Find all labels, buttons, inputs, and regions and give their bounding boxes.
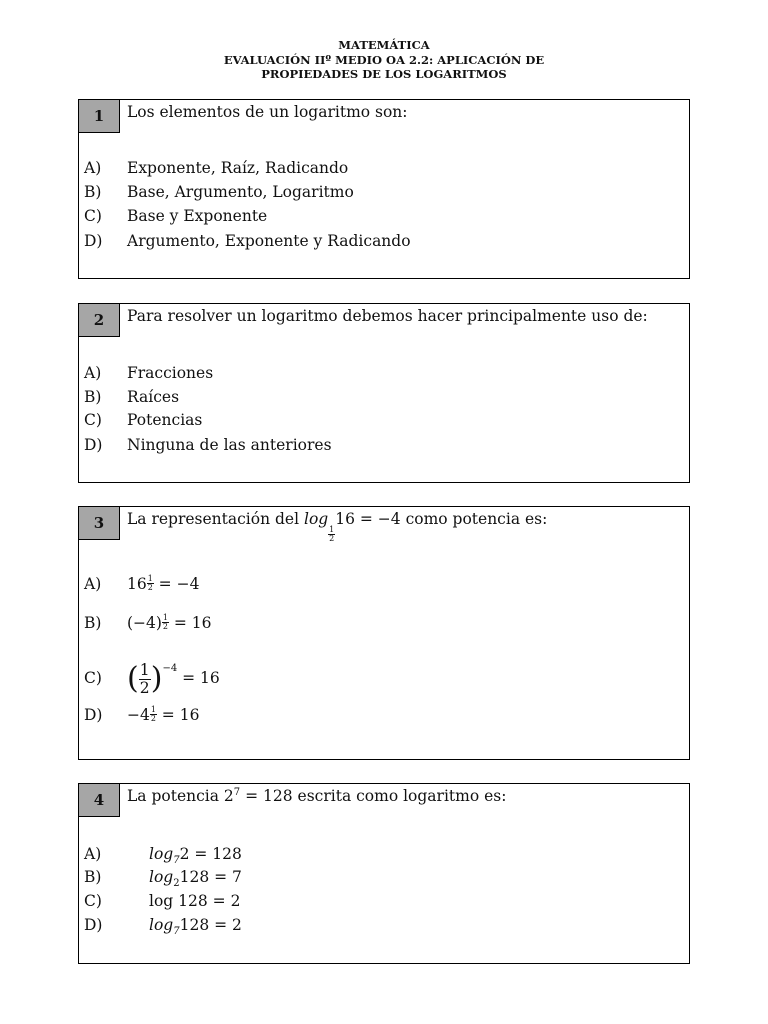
option-b[interactable]: B) (−4) $\frac{1}{2}$ = 16 (84, 613, 212, 632)
option-d[interactable]: D) $\log_7128 = 2$ (84, 916, 242, 938)
page-header (0, 38, 768, 82)
question-2 (78, 303, 690, 483)
option-a[interactable]: A) 16 $\frac{1}{2}$ = −4 (84, 574, 200, 593)
option-d[interactable]: D) Ninguna de las anteriores (84, 436, 332, 454)
option-d[interactable]: D) −4 $\frac{1}{2}$ = 16 (84, 705, 200, 724)
option-b[interactable]: B) $\log_2128 = 7$ (84, 868, 242, 890)
option-a[interactable]: A) Exponente, Raíz, Radicando (84, 159, 349, 177)
log-symbol: log (304, 510, 329, 528)
question-3 (78, 506, 690, 760)
option-c[interactable]: C) ( $\frac{1}{2}$ )−4 = 16 (84, 660, 220, 697)
option-c[interactable]: C) Potencias (84, 411, 203, 429)
option-c[interactable]: C) Base y Exponente (84, 207, 268, 225)
option-c[interactable]: C) log 128 = 2 (84, 892, 241, 910)
question-1 (78, 99, 690, 279)
question-4 (78, 783, 690, 964)
exam-title-line1: EVALUACIÓN IIº MEDIO OA 2.2: APLICACIÓN DE (223, 52, 545, 67)
question-text: Para resolver un logaritmo debemos hacer principalmente uso de: (127, 307, 648, 325)
question-number: 3 (78, 506, 120, 540)
subject-title: MATEMÁTICA (338, 38, 430, 52)
question-number: 2 (78, 303, 120, 337)
option-b[interactable]: B) Base, Argumento, Logaritmo (84, 183, 354, 201)
log-base: $\frac{1}{2}$ (329, 525, 335, 543)
question-text: La potencia $2^7 = 128$ escrita como logaritmo es: (127, 786, 507, 805)
exam-title-line2: PROPIEDADES DE LOS LOGARITMOS (261, 67, 507, 81)
question-number: 4 (78, 783, 120, 817)
option-a[interactable]: A) $\log_72 = 128$ (84, 845, 242, 867)
question-text: La representación del log $\frac{1}{2}$ 16 = −4 como potencia es: (127, 510, 548, 543)
question-number: 1 (78, 99, 120, 133)
option-d[interactable]: D) Argumento, Exponente y Radicando (84, 232, 411, 250)
option-b[interactable]: B) Raíces (84, 388, 180, 406)
option-a[interactable]: A) Fracciones (84, 364, 214, 382)
question-text: Los elementos de un logaritmo son: (127, 103, 408, 121)
